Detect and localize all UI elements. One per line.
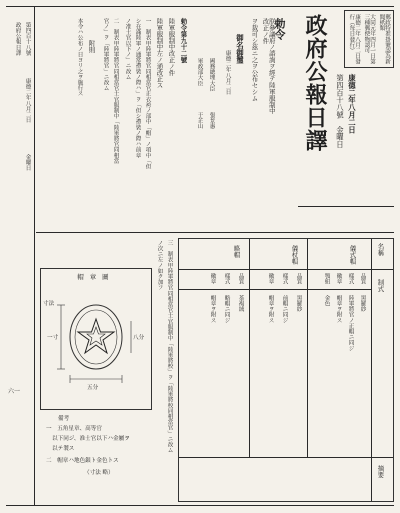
ordinance-number: 勅令第九十二號 — [179, 18, 188, 63]
ordinance-item-1b: シ在滿陸軍ノ通常禮裝ノ際ハ」ヲ「但シ禮裝ノ際ハ前章 — [134, 18, 141, 158]
figure-note-2: 以下同ジ、准士官以下ハ金屬ヲ — [52, 436, 130, 442]
spec-header-form: 制式 — [376, 279, 385, 292]
side-header-weekday: 金曜日 — [24, 154, 31, 171]
chokurei-body-1: 朕參議府ノ諮詢ヲ經テ陸軍服制中改正ノ件 — [261, 18, 276, 114]
minister-2-title: 軍政部大臣 — [196, 58, 203, 86]
spec-row-divider-3 — [179, 457, 393, 458]
figure-note-title: 備考 — [58, 416, 70, 422]
frame-top — [6, 6, 394, 7]
spec-col-3-cell-2: 樣式 — [223, 273, 230, 285]
chokurei-body-2: ヲ裁可シ茲ニ之ヲ公布セシム — [250, 18, 259, 102]
spec-table — [178, 238, 394, 502]
spec-col-2-value-3: 帽章ヲ附ス — [267, 295, 274, 323]
figure-note-5: （寸法 略） — [84, 470, 114, 476]
postal-notice-line-3: 康德二年八月二日發行（每日發行） — [348, 14, 360, 65]
spec-col-1-cell-3: 徽章 — [335, 273, 342, 285]
section-divider — [36, 232, 394, 233]
spec-col-1-cell-1: 品質 — [359, 273, 366, 285]
spec-col-1-cell-4: 顎紐 — [323, 273, 330, 285]
spec-col-2-value-1: 黑羅紗 — [295, 295, 302, 312]
spec-col-1-value-4: 金色 — [323, 295, 330, 307]
spec-col-3-value-2: 略帽ニ同ジ — [223, 295, 230, 323]
ordinance-effect: 本令ハ公布ノ日ヨリ之ヲ施行ス — [76, 18, 83, 97]
spec-col-1-value-3: 帽章ヲ附ス — [335, 295, 342, 323]
ordinance-item-2a: 二 制表甲陸軍將官同相當官士官服制中「陸軍將官同相當 — [112, 18, 119, 164]
figure-box — [40, 268, 152, 410]
imperial-signature: 御名御璽 — [235, 34, 245, 64]
side-header-name: 政府公報日譯 — [14, 22, 21, 56]
minister-1-name: 張景惠 — [208, 112, 215, 129]
masthead-date: 康德二年八月二日 — [347, 74, 357, 134]
spec-col-divider-2 — [249, 239, 250, 457]
ordinance-item-1a: 一 制表甲陸軍將官同相當官正衣袴ノ部中「帽」ノ項中「但 — [144, 18, 151, 170]
badge-star — [78, 319, 114, 353]
side-header-issue: 第四百十八號 — [24, 22, 31, 56]
masthead-rule — [298, 206, 394, 207]
side-header-date: 康德二年八月二日 — [24, 78, 31, 123]
ordinance-item-2b: 官ノ」ヲ「陸軍將官」ニ改ム — [102, 18, 109, 91]
spec-col-1-value-1: 黑羅紗 — [359, 295, 366, 312]
ordinance-item-1c: ノ准士官以下ノ」ニ改ム — [124, 18, 131, 80]
spec-col-3-value-3: 帽章ヲ附ス — [209, 295, 216, 323]
figure-label-height: 一寸 — [47, 335, 59, 341]
ordinance-appendix: 附則 — [87, 40, 96, 53]
postal-notice-line-2: 大同元年四月一日第三種郵便物認可 — [363, 14, 375, 65]
spec-col-1-value-2: 陸軍將官ノ正帽ニ同ジ — [347, 295, 354, 351]
spec-col-divider-1 — [307, 239, 308, 457]
chokurei-heading: 勅令 — [273, 18, 286, 40]
spec-col-2-name: 儀杖帽 — [290, 245, 299, 265]
figure-caption: 帽章圖 — [77, 273, 115, 281]
figure-label-size: 寸法 — [43, 301, 55, 307]
postal-notice-line-1: 郵政特准掛號認為新聞紙類 — [378, 14, 390, 65]
figure-note-4: 二 帽章ハ地色銀ト金色トス — [46, 458, 119, 464]
spec-col-3-cell-1: 品質 — [237, 273, 244, 285]
amendment-item-3: 三 制表甲陸軍將官同相當官士官服制中「陸軍將校」ヲ「陸軍將校同相當官」ニ改ム — [166, 240, 173, 453]
badge-outer-oval — [70, 305, 122, 369]
ordinance-title: 陸軍服制中改正ノ件 — [167, 18, 176, 76]
amendment-item-3b: ノ次ニ左ノ如ク加フ — [156, 240, 163, 291]
spec-col-1-cell-2: 樣式 — [347, 273, 354, 285]
spec-col-2-value-2: 前帽ニ同ジ — [281, 295, 288, 323]
spec-col-1-name: 儀式帽 — [348, 245, 357, 265]
badge-star-inner — [87, 327, 105, 345]
left-margin-rule — [34, 6, 35, 506]
gazette-title: 政府公報日譯 — [302, 14, 328, 152]
minister-2-name: 于芷山 — [196, 112, 203, 129]
spec-col-3-cell-3: 徽章 — [209, 273, 216, 285]
chokurei-date: 康德二年八月二日 — [224, 50, 231, 95]
spec-col-2-cell-2: 樣式 — [281, 273, 288, 285]
figure-label-width: 五分 — [87, 385, 99, 391]
figure-note-3: 以テ製ス — [52, 446, 75, 452]
spec-col-2-cell-3: 徽章 — [267, 273, 274, 285]
page-number: 六一 — [8, 388, 21, 395]
postal-notice-box — [344, 10, 394, 68]
masthead-issue: 第四百十八號 金曜日 — [335, 74, 345, 148]
figure-label-inner: 八分 — [133, 335, 145, 341]
spec-col-3-value-1: 茶褐絨 — [237, 295, 244, 312]
spec-col-3-name: 略帽 — [232, 245, 241, 258]
spec-header-divider — [371, 239, 372, 501]
spec-row-divider-2 — [179, 289, 371, 290]
spec-header-name: 名稱 — [376, 243, 385, 256]
figure-note-1: 一 五角星章、高等官 — [46, 426, 102, 432]
spec-row-divider-1 — [179, 269, 393, 270]
spec-header-note: 摘要 — [376, 465, 385, 478]
minister-1-title: 國務總理大臣 — [208, 58, 215, 92]
frame-bottom — [6, 505, 394, 506]
spec-col-2-cell-1: 品質 — [295, 273, 302, 285]
ordinance-paragraph: 陸軍服制中左ノ通改正ス — [155, 18, 164, 89]
